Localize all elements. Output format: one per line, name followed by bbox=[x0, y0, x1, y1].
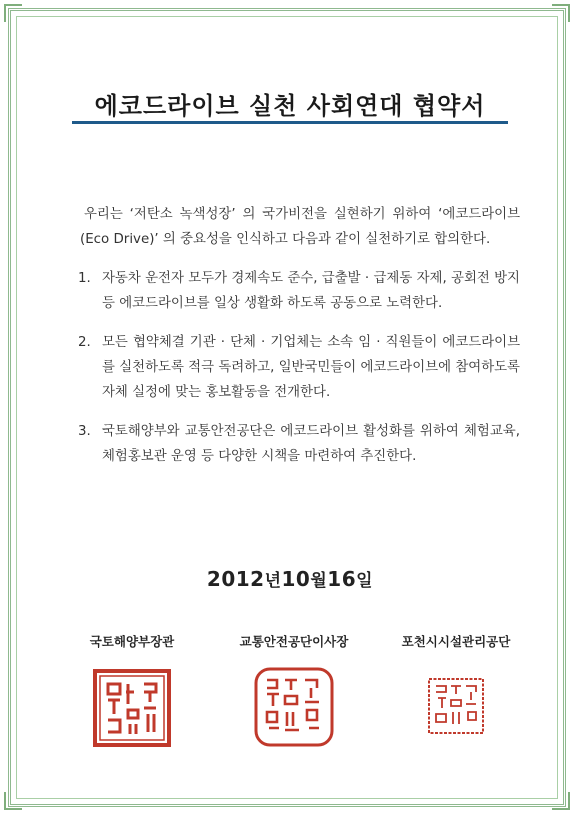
agreement-item bbox=[80, 330, 520, 405]
corner-ornament-bottom-left bbox=[4, 792, 22, 810]
date-month: 10 bbox=[281, 567, 311, 591]
signatory-authority bbox=[214, 632, 374, 748]
signatory-ministry bbox=[52, 632, 212, 748]
agreement-date bbox=[0, 566, 580, 591]
date-day: 16 bbox=[327, 567, 357, 591]
signatory-label: 국토해양부장관 bbox=[89, 634, 175, 649]
item-number: 2. bbox=[78, 335, 91, 350]
item-number: 3. bbox=[78, 424, 91, 439]
corner-ornament-top-left bbox=[4, 4, 22, 22]
date-year-unit: 년 bbox=[264, 571, 282, 591]
signatory-facilities bbox=[376, 632, 536, 736]
official-seal-icon bbox=[253, 666, 335, 748]
date-month-unit: 월 bbox=[310, 571, 328, 591]
corner-ornament-top-right bbox=[552, 4, 570, 22]
document-title: 에코드라이브 실천 사회연대 협약서 bbox=[94, 92, 486, 120]
official-seal-icon bbox=[92, 668, 172, 748]
intro-paragraph: 우리는 ‘저탄소 녹색성장’ 의 국가비전을 실현하기 위하여 ‘에코드라이브 (Eco Drive)’ 의 중요성을 인식하고 다음과 같이 실천하기로 합의한다. bbox=[80, 207, 520, 247]
agreement-item bbox=[80, 419, 520, 469]
item-text: 모든 협약체결 기관 · 단체 · 기업체는 소속 임 · 직원들이 에코드라이브를 실천하도록 적극 독려하고, 일반국민들이 에코드라이브에 참여하도록 자체 실정에 맞는 홍보활동을 전개한다. bbox=[102, 335, 520, 400]
official-seal-icon bbox=[426, 676, 486, 736]
item-text: 자동차 운전자 모두가 경제속도 준수, 급출발 · 급제동 자제, 공회전 방지 등 에코드라이브를 일상 생활화 하도록 공동으로 노력한다. bbox=[102, 271, 520, 311]
agreement-item bbox=[80, 266, 520, 316]
signatory-label: 포천시시설관리공단 bbox=[401, 634, 511, 649]
item-text: 국토해양부와 교통안전공단은 에코드라이브 활성화를 위하여 체험교육, 체험홍보관 운영 등 다양한 시책을 마련하여 추진한다. bbox=[102, 424, 520, 464]
item-number: 1. bbox=[78, 271, 91, 286]
title-underline bbox=[72, 121, 508, 124]
corner-ornament-bottom-right bbox=[552, 792, 570, 810]
signatory-label: 교통안전공단이사장 bbox=[239, 634, 349, 649]
date-year: 2012 bbox=[206, 567, 265, 591]
agreement-items bbox=[80, 266, 520, 469]
date-day-unit: 일 bbox=[356, 571, 374, 591]
agreement-body bbox=[80, 202, 520, 483]
